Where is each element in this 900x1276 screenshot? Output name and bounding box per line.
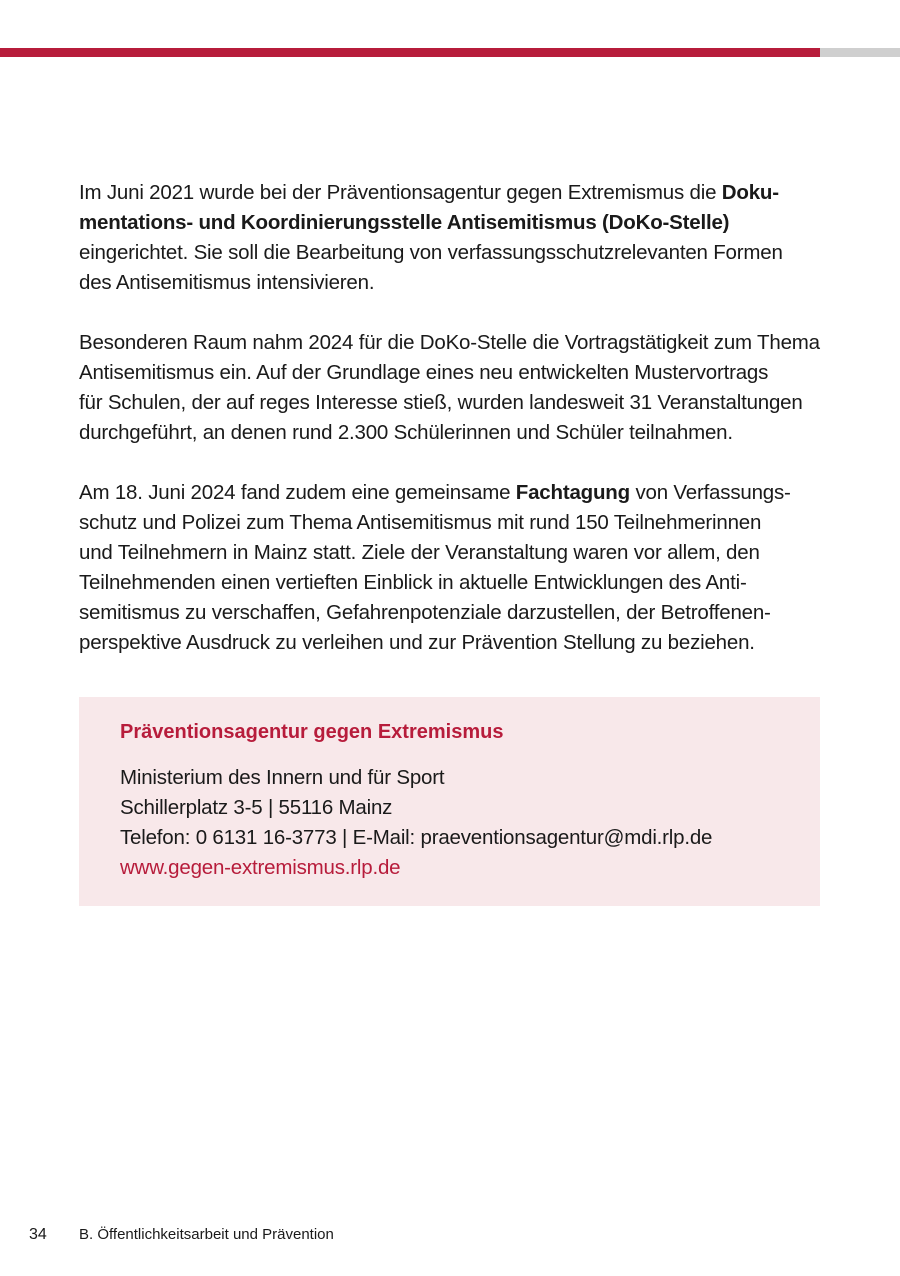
infobox-ministry: Ministerium des Innern und für Sport xyxy=(120,766,445,789)
infobox-address: Schillerplatz 3-5 | 55116 Mainz xyxy=(120,796,393,819)
text-line: Besonderen Raum nahm 2024 für die DoKo-Stelle die Vortragstätigkeit zum Thema xyxy=(79,331,820,354)
page-number: 34 xyxy=(29,1226,47,1243)
main-text xyxy=(79,178,824,688)
page-footer xyxy=(0,1224,900,1246)
text-line: Am 18. Juni 2024 fand zudem eine gemeinsame Fachtagung von Verfassungs- xyxy=(79,481,791,504)
text-line: mentations- und Koordinierungsstelle Antisemitismus (DoKo-Stelle) xyxy=(79,211,730,234)
footer-section-title: B. Öffentlichkeitsarbeit und Prävention xyxy=(79,1226,334,1243)
infobox-website-line xyxy=(120,853,810,883)
header-grey-bar xyxy=(820,48,900,57)
infobox-contact: Telefon: 0 6131 16-3773 | E-Mail: praeventionsagentur@mdi.rlp.de xyxy=(120,826,713,849)
website-link[interactable]: www.gegen-extremismus.rlp.de xyxy=(120,856,401,879)
infobox-title: Präventionsagentur gegen Extremismus xyxy=(120,721,504,743)
text-line: Teilnehmenden einen vertieften Einblick in aktuelle Entwicklungen des Anti- xyxy=(79,571,747,594)
text-line: durchgeführt, an denen rund 2.300 Schülerinnen und Schüler teilnahmen. xyxy=(79,421,733,444)
paragraph-vortragstaetigkeit xyxy=(79,328,824,448)
text-line: des Antisemitismus intensivieren. xyxy=(79,271,375,294)
text-line: für Schulen, der auf reges Interesse stieß, wurden landesweit 31 Veranstaltungen xyxy=(79,391,803,414)
text-line: Im Juni 2021 wurde bei der Präventionsagentur gegen Extremismus die Doku- xyxy=(79,181,779,204)
contact-infobox xyxy=(79,697,820,906)
text-line: perspektive Ausdruck zu verleihen und zur Prävention Stellung zu beziehen. xyxy=(79,631,755,654)
paragraph-fachtagung xyxy=(79,478,824,658)
text-line: Antisemitismus ein. Auf der Grundlage eines neu entwickelten Mustervortrags xyxy=(79,361,769,384)
text-line: semitismus zu verschaffen, Gefahrenpotenziale darzustellen, der Betroffenen- xyxy=(79,601,771,624)
text-line: eingerichtet. Sie soll die Bearbeitung von verfassungsschutzrelevanten Formen xyxy=(79,241,783,264)
text-line: und Teilnehmern in Mainz statt. Ziele der Veranstaltung waren vor allem, den xyxy=(79,541,760,564)
paragraph-doko-stelle xyxy=(79,178,824,298)
header-accent-bar xyxy=(0,48,820,57)
text-line: schutz und Polizei zum Thema Antisemitismus mit rund 150 Teilnehmerinnen xyxy=(79,511,762,534)
